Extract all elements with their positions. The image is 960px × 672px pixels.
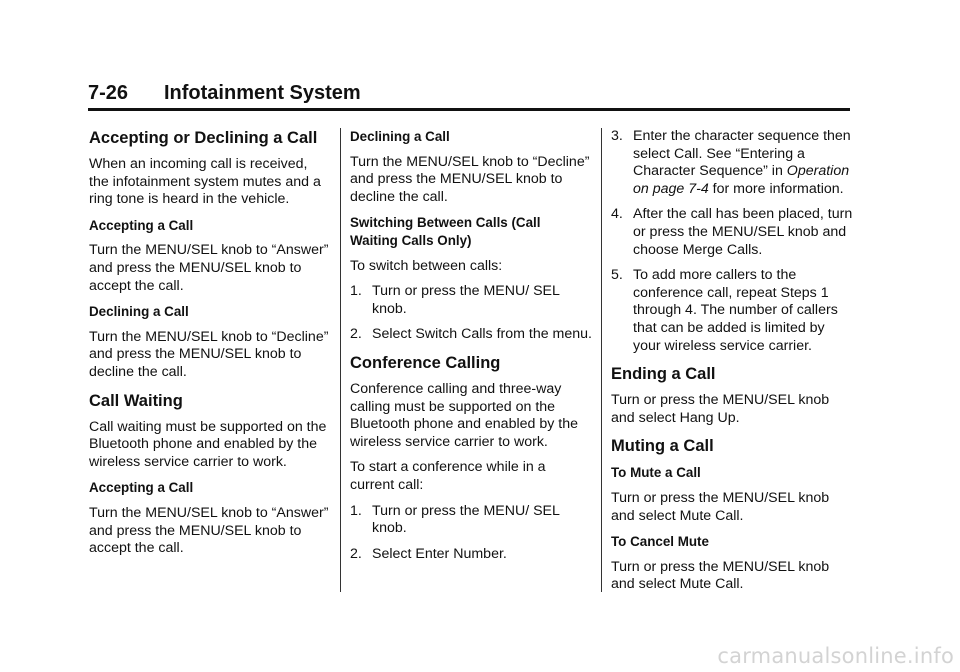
list-item bbox=[611, 206, 856, 259]
switch-steps-list bbox=[350, 283, 592, 344]
step-number: 1. bbox=[350, 502, 362, 519]
heading-conference-calling: Conference Calling bbox=[350, 353, 501, 372]
list-item bbox=[350, 503, 592, 538]
conference-steps-continued bbox=[611, 128, 856, 355]
paragraph-switch-intro: To switch between calls: bbox=[350, 257, 503, 274]
subheading-accepting-call: Accepting a Call bbox=[89, 217, 194, 233]
subheading-cancel-mute: To Cancel Mute bbox=[611, 534, 709, 550]
step-text: Select Switch Calls from the menu. bbox=[372, 326, 592, 343]
step-text: Turn or press the MENU/ SEL knob. bbox=[372, 502, 560, 537]
step-text: Enter the character sequence then select Call. See “Entering a Character Sequence” in bbox=[633, 128, 851, 180]
paragraph-decline-call: Turn the MENU/SEL knob to “Decline” and press the MENU/SEL knob to decline the call. bbox=[89, 328, 329, 380]
paragraph-accept-call: Turn the MENU/SEL knob to “Answer” and press the MENU/SEL knob to accept the call. bbox=[89, 242, 329, 294]
step-number: 3. bbox=[611, 128, 623, 144]
list-item bbox=[611, 267, 856, 355]
step-text: Select Enter Number. bbox=[372, 545, 507, 562]
section-title: Infotainment System bbox=[164, 82, 361, 104]
cross-reference-link[interactable]: Operation on page 7‑4 bbox=[633, 163, 850, 197]
heading-call-waiting: Call Waiting bbox=[89, 391, 183, 410]
watermark: carmanualsonline.info bbox=[717, 644, 954, 668]
column-1 bbox=[89, 128, 329, 566]
paragraph-cancel-mute: Turn or press the MENU/SEL knob and select Mute Call. bbox=[611, 558, 830, 593]
subheading-switching-calls: Switching Between Calls (Call Waiting Calls Only) bbox=[350, 215, 541, 248]
paragraph-mute-call: Turn or press the MENU/SEL knob and select Mute Call. bbox=[611, 489, 830, 524]
column-divider-2 bbox=[601, 128, 602, 592]
heading-muting-call: Muting a Call bbox=[611, 437, 714, 456]
conference-steps-list bbox=[350, 503, 592, 564]
paragraph-ending-call: Turn or press the MENU/SEL knob and select Hang Up. bbox=[611, 392, 830, 426]
column-divider-1 bbox=[340, 128, 341, 592]
subheading-mute-call: To Mute a Call bbox=[611, 465, 701, 481]
paragraph-decline-call-waiting: Turn the MENU/SEL knob to “Decline” and press the MENU/SEL knob to decline the call. bbox=[350, 153, 590, 205]
step-text-end: for more information. bbox=[708, 180, 844, 197]
list-item bbox=[350, 546, 592, 564]
step-number: 2. bbox=[350, 326, 362, 343]
paragraph-incoming-call: When an incoming call is received, the infotainment system mutes and a ring tone is heard in the vehicle. bbox=[89, 156, 321, 208]
step-number: 4. bbox=[611, 206, 623, 223]
list-item bbox=[350, 326, 592, 344]
list-item bbox=[611, 128, 856, 198]
step-number: 2. bbox=[350, 545, 362, 562]
heading-accepting-declining: Accepting or Declining a Call bbox=[89, 129, 318, 147]
step-text: After the call has been placed, turn or press the MENU/SEL knob and choose Merge Calls. bbox=[633, 206, 853, 258]
list-item bbox=[350, 283, 592, 318]
page-number: 7-26 bbox=[88, 82, 129, 104]
step-text: Turn or press the MENU/ SEL knob. bbox=[372, 283, 560, 317]
paragraph-conference: Conference calling and three-way calling must be supported on the Bluetooth phone and enabled by the wireless service carrier to work. bbox=[350, 380, 578, 450]
subheading-declining-call: Declining a Call bbox=[89, 304, 189, 320]
step-number: 1. bbox=[350, 283, 362, 300]
paragraph-call-waiting: Call waiting must be supported on the Bluetooth phone and enabled by the wireless service carrier to work. bbox=[89, 418, 327, 470]
page-header bbox=[88, 80, 850, 111]
column-3 bbox=[611, 128, 856, 602]
paragraph-accept-call-waiting: Turn the MENU/SEL knob to “Answer” and press the MENU/SEL knob to accept the call. bbox=[89, 504, 329, 557]
column-2 bbox=[350, 128, 592, 571]
heading-ending-call: Ending a Call bbox=[611, 365, 716, 384]
subheading-declining-call-waiting: Declining a Call bbox=[350, 129, 450, 144]
step-text: To add more callers to the conference call, repeat Steps 1 through 4. The number of callers that can be added is limited by your wireless service carrier. bbox=[633, 267, 838, 354]
step-number: 5. bbox=[611, 267, 623, 284]
subheading-accepting-call-waiting: Accepting a Call bbox=[89, 480, 194, 496]
paragraph-conference-intro: To start a conference while in a current call: bbox=[350, 459, 546, 493]
